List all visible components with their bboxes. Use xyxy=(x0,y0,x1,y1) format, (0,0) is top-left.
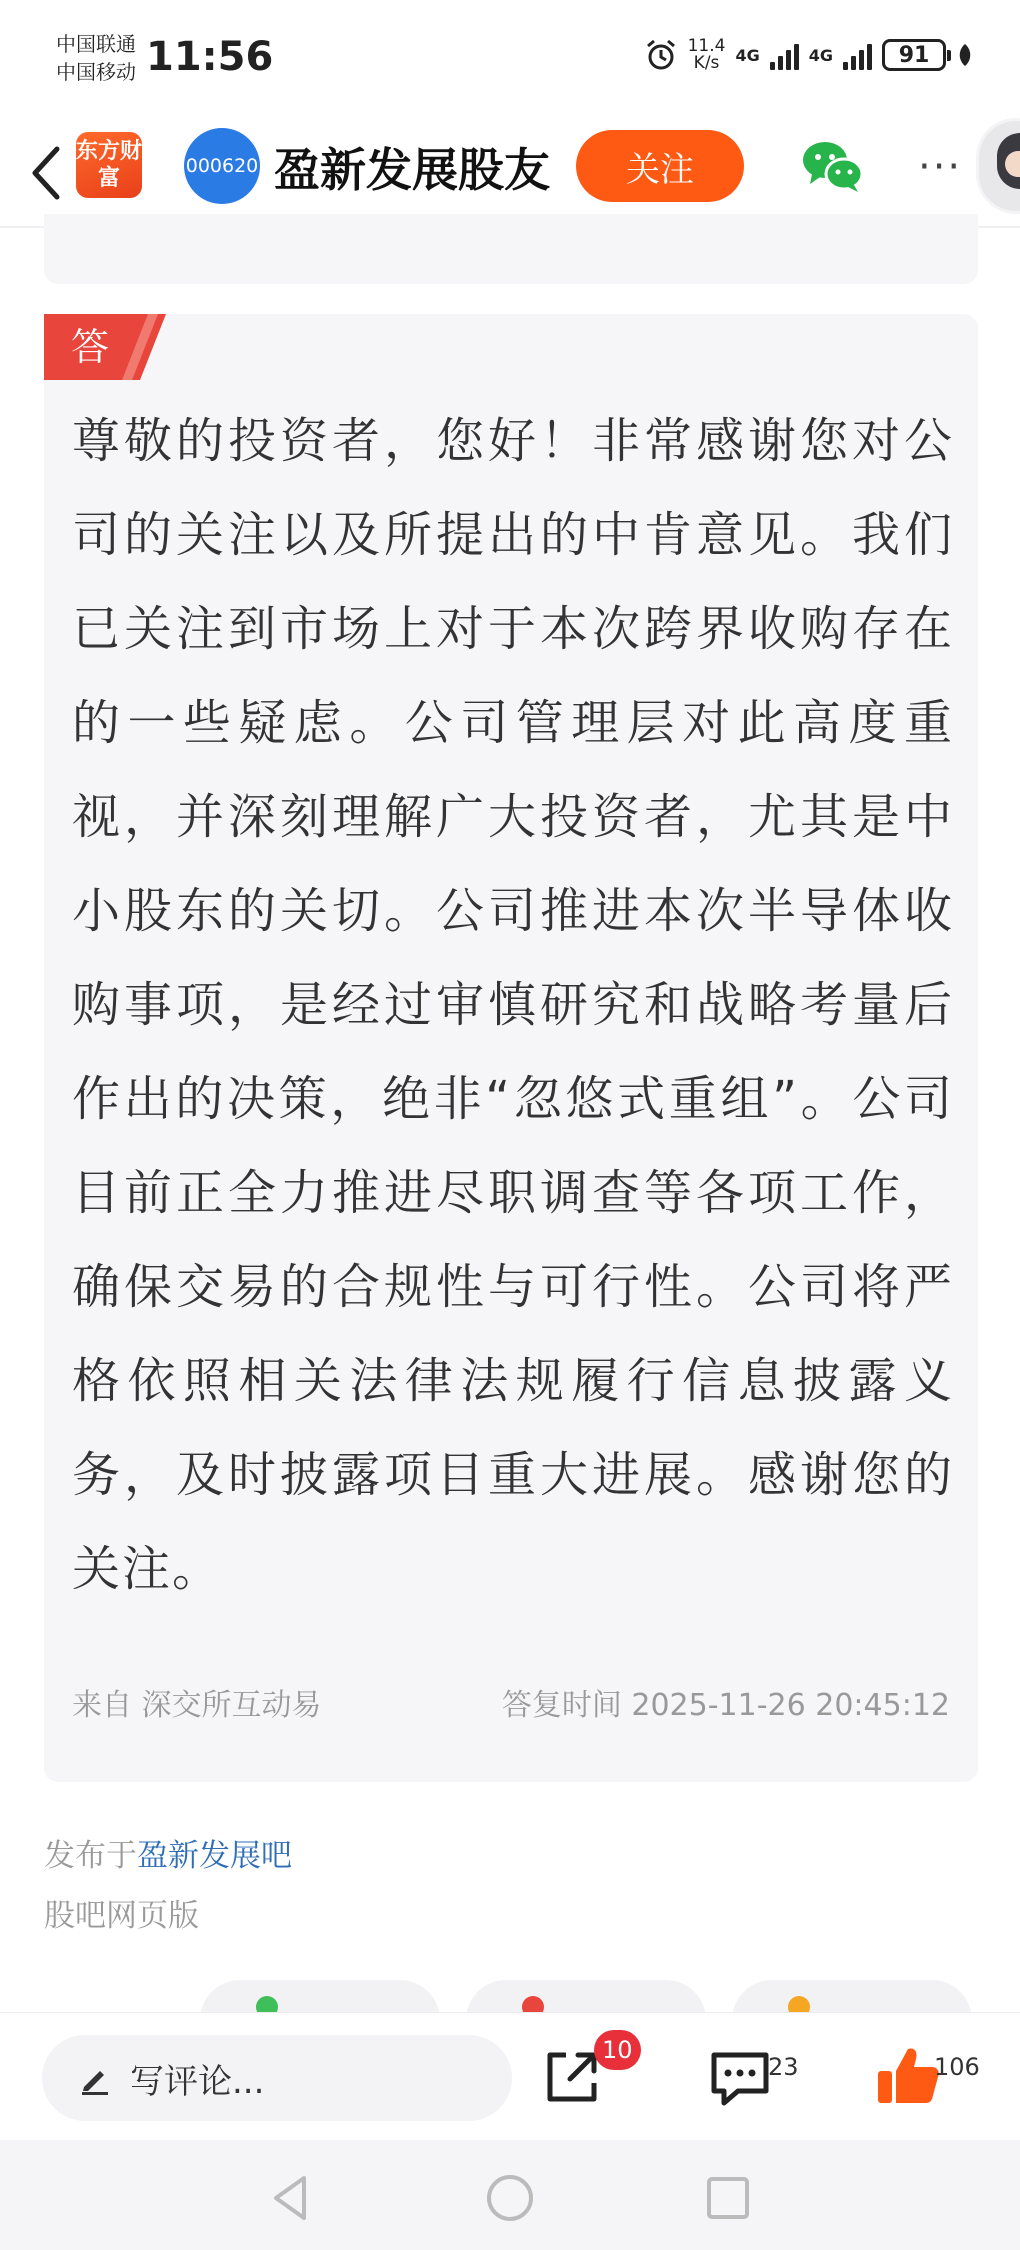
status-bar xyxy=(0,0,1020,118)
nav-recents-icon[interactable] xyxy=(700,2170,756,2226)
more-button[interactable]: ··· xyxy=(918,144,963,190)
web-version-link[interactable]: 股吧网页版 xyxy=(44,1898,199,1934)
answer-badge xyxy=(44,314,166,380)
battery-level: 91 xyxy=(898,42,930,68)
like-count: 106 xyxy=(934,2053,980,2081)
answer-badge-label: 答 xyxy=(70,325,110,369)
page-title[interactable]: 盈新发展股友 xyxy=(274,143,550,197)
forum-link[interactable]: 盈新发展吧 xyxy=(137,1838,292,1874)
avatar[interactable] xyxy=(976,118,1020,214)
nav-back-icon[interactable] xyxy=(264,2170,320,2226)
net-speed-value: 11.4 xyxy=(687,36,726,56)
net-speed xyxy=(688,38,726,72)
comment-input[interactable] xyxy=(42,2035,512,2121)
net-type-2: 4G xyxy=(808,45,833,65)
system-nav-bar xyxy=(0,2140,1020,2250)
carrier-1: 中国联通 xyxy=(56,32,136,56)
nav-home-icon[interactable] xyxy=(482,2170,538,2226)
signal-bars-1-icon xyxy=(770,40,799,70)
carrier-info xyxy=(56,30,136,86)
wechat-icon[interactable] xyxy=(800,138,864,194)
pencil-icon xyxy=(78,2061,112,2095)
signal-bars-2-icon xyxy=(843,40,872,70)
bottom-action-bar xyxy=(0,2012,1020,2140)
status-time: 11:56 xyxy=(146,34,274,80)
leaf-icon xyxy=(956,42,974,68)
app-header xyxy=(0,118,1020,228)
published-prefix: 发布于 xyxy=(44,1838,137,1874)
chevron-left-icon xyxy=(29,145,63,201)
comment-placeholder: 写评论... xyxy=(130,2061,265,2102)
carrier-2: 中国移动 xyxy=(56,60,136,84)
net-type-1: 4G xyxy=(735,45,760,65)
comment-count: 23 xyxy=(768,2053,799,2081)
answer-text: 尊敬的投资者，您好！非常感谢您对公司的关注以及所提出的中肯意见。我们已关注到市场上对于本次跨界收购存在的一些疑虑。公司管理层对此高度重视，并深刻理解广大投资者，尤其是中小股东的关切。公司推进本次半导体收购事项，是经过审慎研究和战略考量后作出的决策，绝非“忽悠式重组”。公司目前正全力推进尽职调查等各项工作，确保交易的合规性与可行性。公司将严格依照相关法律法规履行信息披露义务，及时披露项目重大进展。感谢您的关注。 xyxy=(72,413,954,1597)
status-icons xyxy=(644,38,974,72)
alarm-icon xyxy=(644,38,678,72)
answer-source: 来自 深交所互动易 xyxy=(72,1688,322,1723)
battery-icon xyxy=(882,39,946,71)
follow-button[interactable]: 关注 xyxy=(576,130,744,202)
stock-code-avatar[interactable]: 000620 xyxy=(184,128,260,204)
answer-card xyxy=(44,314,978,1782)
net-speed-unit: K/s xyxy=(693,53,720,73)
question-card xyxy=(44,214,978,284)
published-in xyxy=(44,1830,292,1875)
app-logo[interactable]: 东方财富 xyxy=(76,132,142,198)
back-button[interactable] xyxy=(18,138,74,208)
share-count-badge: 10 xyxy=(594,2030,641,2070)
reply-time: 答复时间 2025-11-26 20:45:12 xyxy=(501,1688,950,1723)
